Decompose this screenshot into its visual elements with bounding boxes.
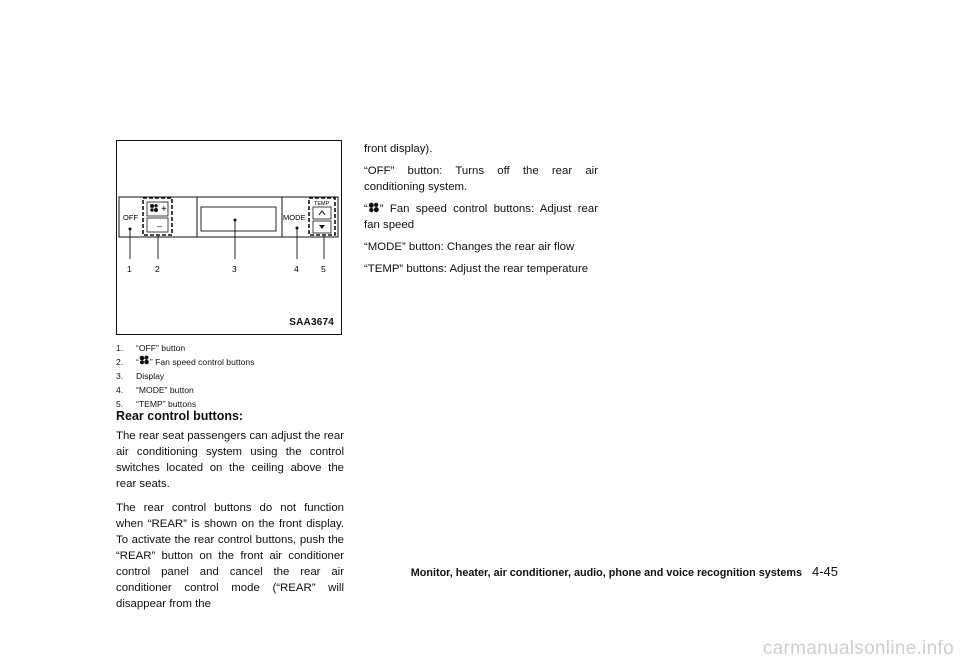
left-column — [116, 428, 344, 620]
callout-1: 1 — [127, 264, 132, 274]
mode-label: MODE — [283, 213, 306, 222]
legend-item: 2. “ ” Fan speed control buttons — [116, 357, 255, 367]
paragraph: The rear seat passengers can adjust the rear air conditioning system using the control switches located on the ceiling above the rear seats. — [116, 430, 344, 490]
minus-label: – — [157, 221, 163, 231]
chapter-title: Monitor, heater, air conditioner, audio, phone and voice recognition systems — [410, 567, 802, 579]
legend-item: 5. “TEMP” buttons — [116, 399, 197, 409]
callout-4: 4 — [294, 264, 299, 274]
callout-2: 2 — [155, 264, 160, 274]
temp-up-button — [313, 207, 331, 219]
temp-label: TEMP — [314, 201, 330, 207]
paragraph: The rear control buttons do not function when “REAR” is shown on the front display. To activate the rear control buttons, push the “REAR” button on the front air conditioner control panel and cancel the rear air conditioner control mode (“REAR” will disappear from the — [116, 502, 344, 610]
control-panel-figure — [116, 140, 342, 335]
fan-icon — [139, 355, 150, 365]
watermark: carmanualsonline.info — [762, 638, 954, 659]
arrow-up-icon — [319, 211, 325, 215]
display-screen — [201, 207, 276, 231]
legend-item: 1. “OFF” button — [116, 343, 186, 353]
fan-icon — [150, 204, 158, 212]
figure-code: SAA3674 — [289, 317, 334, 328]
paragraph: “TEMP” buttons: Adjust the rear temperature — [364, 263, 589, 275]
callout-5: 5 — [321, 264, 326, 274]
fan-icon — [368, 202, 380, 213]
section-heading: Rear control buttons: — [116, 409, 244, 423]
off-label: OFF — [123, 213, 138, 222]
paragraph: front display). — [364, 143, 433, 155]
paragraph: “MODE” button: Changes the rear air flow — [364, 241, 575, 253]
callout-3: 3 — [232, 264, 237, 274]
figure-legend — [116, 341, 255, 411]
right-column — [364, 141, 598, 283]
paragraph: “OFF” button: Turns off the rear air conditioning system. — [364, 165, 598, 193]
legend-item: 4. “MODE” button — [116, 385, 194, 395]
plus-label: + — [161, 204, 167, 215]
arrow-down-icon — [319, 225, 325, 229]
rear-control-panel-illustration — [117, 141, 343, 336]
page-footer — [380, 563, 838, 581]
paragraph: “ ” Fan speed control buttons: Adjust rear fan speed — [364, 203, 598, 231]
page-number: 4-45 — [811, 564, 838, 579]
legend-item: 3. Display — [116, 371, 165, 381]
